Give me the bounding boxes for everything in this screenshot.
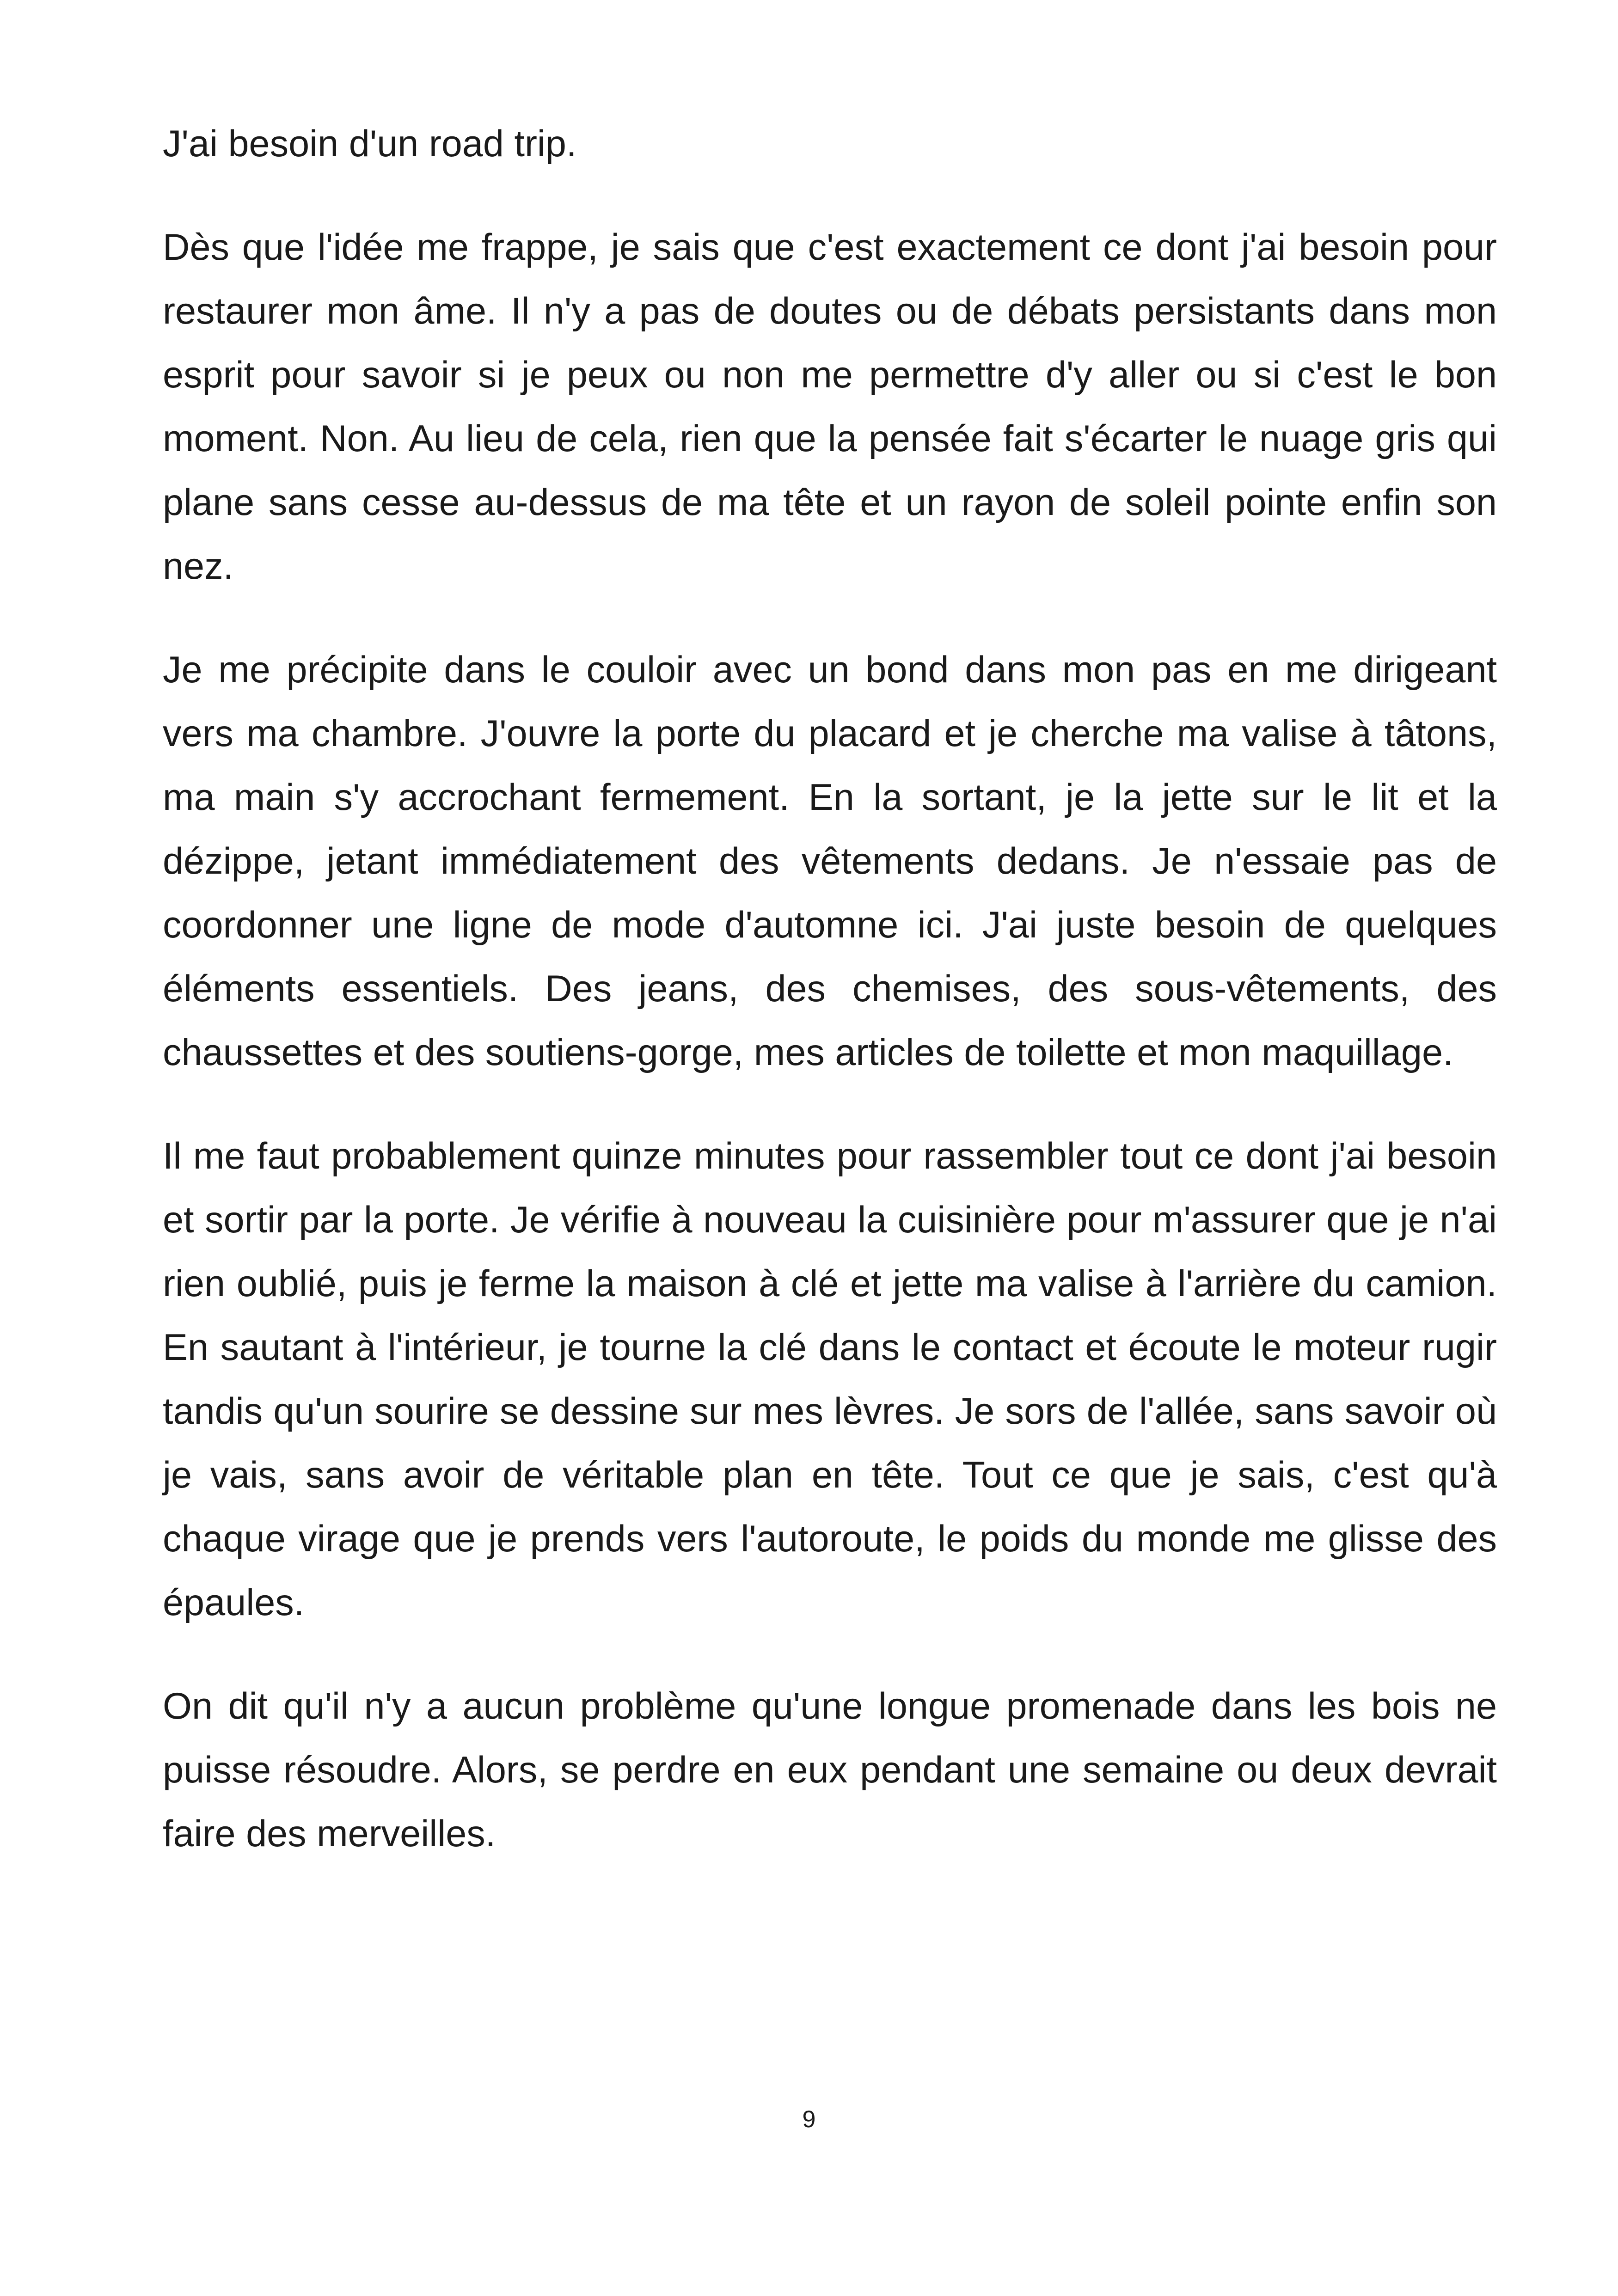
paragraph-5: On dit qu'il n'y a aucun problème qu'une longue promenade dans les bois ne puisse résoudre. Alors, se perdre en eux pendant une semaine ou deux devrait faire des merveilles. [163,1685,1497,1855]
paragraph-3: Je me précipite dans le couloir avec un bond dans mon pas en me dirigeant vers ma chambre. J'ouvre la porte du placard et je cherche ma valise à tâtons, ma main s'y accrochant fermement. En la sortant, je la jette sur le lit et la dézippe, jetant immédiatement des vêtements dedans. Je n'essaie pas de coordonner une ligne de mode d'automne ici. J'ai juste besoin de quelques éléments essentiels. Des jeans, des chemises, des sous-vêtements, des chaussettes et des soutiens-gorge, mes articles de toilette et mon maquillage. [163,649,1497,1073]
paragraph-1: J'ai besoin d'un road trip. [163,123,577,165]
paragraph-4: Il me faut probablement quinze minutes pour rassembler tout ce dont j'ai besoin et sortir par la porte. Je vérifie à nouveau la cuisinière pour m'assurer que je n'ai rien oublié, puis je ferme la maison à clé et jette ma valise à l'arrière du camion. En sautant à l'intérieur, je tourne la clé dans le contact et écoute le moteur rugir tandis qu'un sourire se dessine sur mes lèvres. Je sors de l'allée, sans savoir où je vais, sans avoir de véritable plan en tête. Tout ce que je sais, c'est qu'à chaque virage que je prends vers l'autoroute, le poids du monde me glisse des épaules. [163,1135,1497,1623]
page-number: 9 [802,2106,816,2133]
body-text [163,112,1497,1905]
paragraph-2: Dès que l'idée me frappe, je sais que c'est exactement ce dont j'ai besoin pour restaurer mon âme. Il n'y a pas de doutes ou de débats persistants dans mon esprit pour savoir si je peux ou non me permettre d'y aller ou si c'est le bon moment. Non. Au lieu de cela, rien que la pensée fait s'écarter le nuage gris qui plane sans cesse au-dessus de ma tête et un rayon de soleil pointe enfin son nez. [163,227,1497,587]
